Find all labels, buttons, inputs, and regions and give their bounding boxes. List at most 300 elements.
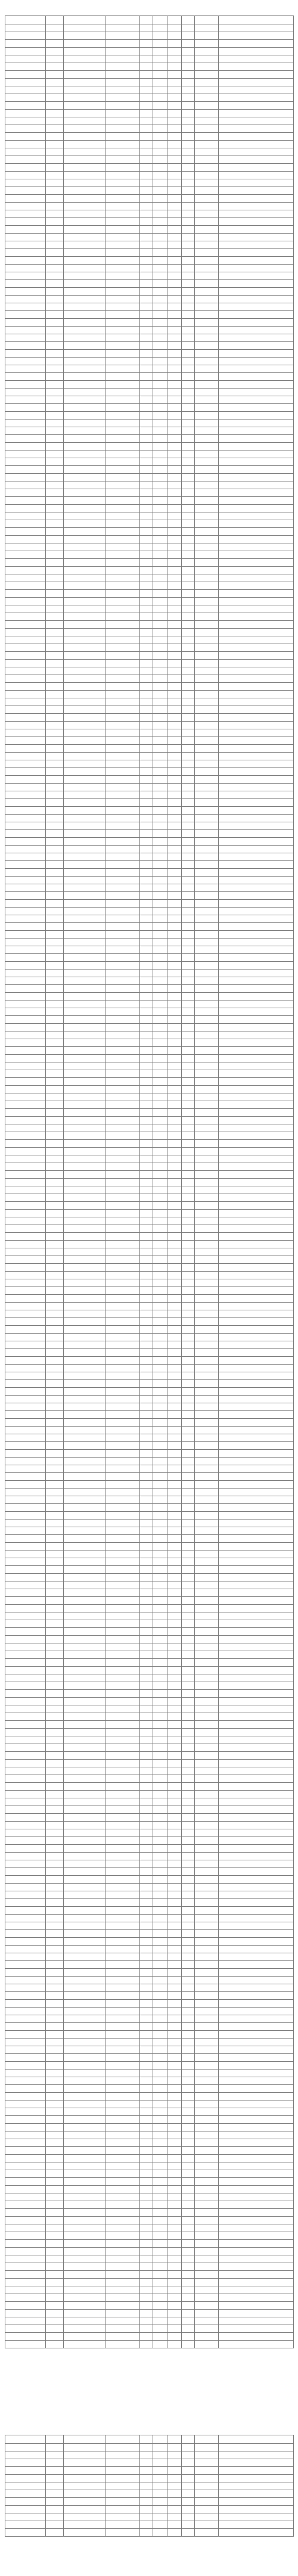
- table-cell: [182, 1148, 195, 1155]
- table-row: [5, 683, 294, 691]
- table-row: [5, 1000, 294, 1008]
- table-cell: [105, 1233, 140, 1241]
- table-cell: [195, 838, 219, 846]
- table-cell: [153, 1101, 167, 1109]
- table-cell: [105, 613, 140, 621]
- table-cell: [167, 187, 182, 195]
- table-cell: [153, 2023, 167, 2031]
- table-cell: [182, 2093, 195, 2100]
- table-cell: [105, 327, 140, 334]
- table-cell: [167, 908, 182, 915]
- table-cell: [195, 1643, 219, 1651]
- table-cell: [5, 970, 46, 977]
- table-cell: [153, 1566, 167, 1574]
- table-cell: [219, 303, 294, 311]
- table-cell: [167, 2085, 182, 2093]
- table-cell: [5, 753, 46, 760]
- table-cell: [105, 1674, 140, 1682]
- table-cell: [105, 2201, 140, 2209]
- table-cell: [182, 427, 195, 435]
- table-cell: [105, 2178, 140, 2186]
- table-cell: [167, 241, 182, 249]
- table-cell: [140, 1527, 153, 1535]
- table-cell: [167, 1303, 182, 1310]
- column-header: [105, 2435, 140, 2444]
- table-cell: [46, 652, 64, 660]
- table-cell: [105, 760, 140, 768]
- table-cell: [140, 1798, 153, 1806]
- table-cell: [167, 2008, 182, 2015]
- table-cell: [182, 311, 195, 319]
- table-cell: [167, 32, 182, 40]
- table-cell: [105, 1543, 140, 1550]
- table-cell: [105, 489, 140, 497]
- table-cell: [105, 296, 140, 303]
- table-cell: [105, 2224, 140, 2232]
- table-cell: [182, 923, 195, 931]
- table-cell: [153, 226, 167, 234]
- table-cell: [5, 1496, 46, 1504]
- table-cell: [153, 2170, 167, 2178]
- table-cell: [105, 458, 140, 466]
- table-row: [5, 1210, 294, 1217]
- table-cell: [46, 2498, 64, 2506]
- table-cell: [167, 404, 182, 412]
- table-cell: [105, 1194, 140, 1202]
- column-header: [182, 16, 195, 24]
- table-cell: [182, 1876, 195, 1884]
- table-cell: [105, 1442, 140, 1450]
- table-row: [5, 1450, 294, 1458]
- table-cell: [46, 1140, 64, 1148]
- table-cell: [140, 2131, 153, 2139]
- table-row: [5, 1930, 294, 1938]
- table-row: [5, 1419, 294, 1427]
- table-cell: [64, 141, 105, 148]
- table-cell: [195, 822, 219, 830]
- table-cell: [167, 443, 182, 450]
- table-cell: [182, 218, 195, 226]
- table-cell: [46, 1070, 64, 1078]
- table-cell: [182, 908, 195, 915]
- table-cell: [153, 846, 167, 853]
- table-cell: [105, 1597, 140, 1605]
- table-cell: [219, 1434, 294, 1442]
- table-cell: [140, 187, 153, 195]
- table-cell: [167, 1667, 182, 1674]
- table-cell: [64, 985, 105, 993]
- table-row: [5, 1233, 294, 1241]
- table-cell: [219, 799, 294, 807]
- table-row: [5, 892, 294, 900]
- table-cell: [64, 2490, 105, 2498]
- table-cell: [182, 125, 195, 133]
- table-cell: [182, 1225, 195, 1233]
- table-row: [5, 474, 294, 481]
- table-cell: [219, 319, 294, 327]
- table-cell: [46, 1210, 64, 1217]
- table-cell: [46, 869, 64, 877]
- table-cell: [219, 358, 294, 365]
- table-cell: [167, 497, 182, 505]
- table-cell: [105, 2310, 140, 2317]
- table-cell: [5, 1729, 46, 1736]
- table-cell: [64, 296, 105, 303]
- table-cell: [105, 1643, 140, 1651]
- table-cell: [167, 505, 182, 512]
- table-cell: [167, 667, 182, 675]
- table-cell: [195, 1148, 219, 1155]
- table-cell: [105, 334, 140, 342]
- table-cell: [219, 435, 294, 443]
- table-cell: [105, 2046, 140, 2054]
- table-cell: [105, 396, 140, 404]
- table-cell: [219, 1520, 294, 1527]
- table-cell: [195, 2263, 219, 2271]
- table-cell: [182, 1953, 195, 1961]
- table-cell: [140, 1907, 153, 1915]
- table-cell: [195, 94, 219, 102]
- table-cell: [140, 760, 153, 768]
- table-row: [5, 1674, 294, 1682]
- table-cell: [64, 892, 105, 900]
- table-cell: [182, 280, 195, 288]
- table-cell: [5, 1574, 46, 1581]
- table-cell: [140, 1070, 153, 1078]
- table-cell: [195, 1612, 219, 1620]
- table-cell: [219, 1744, 294, 1752]
- table-cell: [46, 2193, 64, 2201]
- table-cell: [46, 776, 64, 784]
- table-cell: [182, 1744, 195, 1752]
- table-cell: [195, 1605, 219, 1612]
- table-cell: [167, 2108, 182, 2116]
- table-cell: [167, 1783, 182, 1791]
- table-cell: [167, 2170, 182, 2178]
- table-cell: [153, 342, 167, 350]
- table-cell: [153, 396, 167, 404]
- table-cell: [5, 265, 46, 272]
- table-cell: [46, 2467, 64, 2475]
- table-cell: [105, 729, 140, 737]
- table-cell: [195, 861, 219, 869]
- table-row: [5, 2341, 294, 2348]
- table-cell: [195, 722, 219, 729]
- table-cell: [182, 117, 195, 125]
- table-row: [5, 1303, 294, 1310]
- table-cell: [153, 79, 167, 86]
- table-cell: [167, 2039, 182, 2046]
- table-cell: [153, 373, 167, 381]
- table-cell: [46, 2085, 64, 2093]
- table-cell: [140, 784, 153, 791]
- table-cell: [167, 24, 182, 32]
- table-row: [5, 1008, 294, 1016]
- table-row: [5, 1016, 294, 1024]
- table-cell: [182, 187, 195, 195]
- table-cell: [219, 1721, 294, 1729]
- table-cell: [64, 2310, 105, 2317]
- table-cell: [167, 915, 182, 923]
- table-cell: [182, 2124, 195, 2131]
- table-row: [5, 574, 294, 582]
- table-cell: [153, 1117, 167, 1124]
- table-cell: [167, 2124, 182, 2131]
- table-cell: [140, 1264, 153, 1272]
- table-cell: [140, 1241, 153, 1248]
- table-cell: [46, 1372, 64, 1380]
- table-cell: [167, 210, 182, 218]
- table-row: [5, 1512, 294, 1520]
- table-cell: [153, 2279, 167, 2286]
- table-cell: [153, 853, 167, 861]
- table-cell: [167, 381, 182, 389]
- table-cell: [153, 1086, 167, 1093]
- table-cell: [64, 1829, 105, 1837]
- table-cell: [105, 1318, 140, 1326]
- table-cell: [219, 900, 294, 908]
- table-cell: [219, 427, 294, 435]
- table-cell: [140, 2459, 153, 2467]
- table-row: [5, 543, 294, 551]
- table-cell: [182, 474, 195, 481]
- table-cell: [64, 931, 105, 939]
- table-cell: [182, 1612, 195, 1620]
- table-row: [5, 1736, 294, 1744]
- table-cell: [64, 389, 105, 396]
- table-cell: [195, 753, 219, 760]
- table-cell: [5, 2023, 46, 2031]
- table-row: [5, 1163, 294, 1171]
- table-cell: [195, 1194, 219, 1202]
- table-cell: [5, 2000, 46, 2008]
- table-cell: [153, 1520, 167, 1527]
- table-cell: [105, 1272, 140, 1279]
- table-cell: [182, 660, 195, 667]
- table-cell: [5, 1256, 46, 1264]
- table-cell: [46, 1171, 64, 1179]
- table-cell: [105, 2271, 140, 2279]
- table-cell: [140, 24, 153, 32]
- table-cell: [5, 908, 46, 915]
- table-cell: [182, 1132, 195, 1140]
- table-cell: [105, 420, 140, 427]
- table-cell: [219, 939, 294, 946]
- table-cell: [5, 1427, 46, 1434]
- table-cell: [46, 2162, 64, 2170]
- table-cell: [219, 2271, 294, 2279]
- table-row: [5, 1109, 294, 1117]
- table-cell: [105, 1225, 140, 1233]
- table-cell: [182, 1039, 195, 1047]
- table-cell: [105, 2093, 140, 2100]
- table-cell: [46, 2155, 64, 2162]
- table-cell: [182, 1070, 195, 1078]
- table-cell: [5, 1891, 46, 1899]
- table-row: [5, 249, 294, 257]
- table-cell: [46, 435, 64, 443]
- table-cell: [5, 2263, 46, 2271]
- table-cell: [219, 1504, 294, 1512]
- table-cell: [5, 543, 46, 551]
- table-cell: [167, 1427, 182, 1434]
- table-cell: [195, 2317, 219, 2325]
- table-cell: [140, 2116, 153, 2124]
- table-cell: [46, 48, 64, 55]
- table-cell: [5, 117, 46, 125]
- table-cell: [182, 2201, 195, 2209]
- table-cell: [5, 1705, 46, 1713]
- table-cell: [167, 2529, 182, 2537]
- table-cell: [140, 1992, 153, 2000]
- table-cell: [140, 2062, 153, 2069]
- table-cell: [64, 1171, 105, 1179]
- table-cell: [5, 838, 46, 846]
- table-cell: [167, 706, 182, 714]
- table-cell: [182, 861, 195, 869]
- table-cell: [105, 753, 140, 760]
- table-cell: [64, 822, 105, 830]
- table-cell: [140, 2015, 153, 2023]
- table-cell: [195, 396, 219, 404]
- table-cell: [153, 753, 167, 760]
- table-cell: [182, 420, 195, 427]
- table-cell: [64, 799, 105, 807]
- table-cell: [182, 1969, 195, 1977]
- table-cell: [153, 303, 167, 311]
- table-cell: [64, 1473, 105, 1481]
- table-cell: [195, 791, 219, 799]
- table-cell: [46, 962, 64, 970]
- table-cell: [153, 1651, 167, 1659]
- table-cell: [219, 2459, 294, 2467]
- table-cell: [64, 2170, 105, 2178]
- table-cell: [167, 164, 182, 172]
- table-cell: [46, 2131, 64, 2139]
- table-cell: [140, 1179, 153, 1186]
- table-cell: [167, 2031, 182, 2039]
- table-cell: [5, 350, 46, 358]
- table-cell: [105, 63, 140, 71]
- table-cell: [167, 148, 182, 156]
- table-row: [5, 1124, 294, 1132]
- table-cell: [5, 1806, 46, 1814]
- table-cell: [167, 311, 182, 319]
- table-row: [5, 1752, 294, 1760]
- table-cell: [64, 1341, 105, 1349]
- table-cell: [195, 683, 219, 691]
- table-cell: [182, 1117, 195, 1124]
- table-cell: [64, 2085, 105, 2093]
- table-cell: [5, 2444, 46, 2451]
- table-cell: [105, 2124, 140, 2131]
- table-cell: [182, 396, 195, 404]
- table-cell: [182, 1961, 195, 1969]
- table-cell: [5, 1070, 46, 1078]
- table-row: [5, 776, 294, 784]
- table-cell: [195, 404, 219, 412]
- table-cell: [219, 2170, 294, 2178]
- table-cell: [195, 1984, 219, 1992]
- table-cell: [182, 1047, 195, 1055]
- table-cell: [64, 110, 105, 117]
- table-cell: [105, 1117, 140, 1124]
- table-cell: [5, 946, 46, 954]
- table-cell: [167, 334, 182, 342]
- table-cell: [64, 358, 105, 365]
- table-cell: [219, 288, 294, 296]
- table-cell: [64, 1062, 105, 1070]
- table-cell: [140, 970, 153, 977]
- table-cell: [105, 1713, 140, 1721]
- table-row: [5, 2008, 294, 2015]
- table-row: [5, 2085, 294, 2093]
- table-cell: [5, 559, 46, 567]
- table-row: [5, 1938, 294, 1946]
- table-cell: [5, 164, 46, 172]
- table-row: [5, 1853, 294, 1860]
- table-cell: [64, 559, 105, 567]
- table-cell: [46, 1938, 64, 1946]
- table-cell: [182, 327, 195, 334]
- table-cell: [105, 543, 140, 551]
- table-row: [5, 1458, 294, 1465]
- table-cell: [64, 1000, 105, 1008]
- table-row: [5, 1729, 294, 1736]
- table-cell: [64, 2023, 105, 2031]
- table-cell: [140, 2467, 153, 2475]
- table-cell: [5, 1442, 46, 1450]
- table-cell: [182, 2170, 195, 2178]
- table-cell: [5, 71, 46, 79]
- table-cell: [64, 1760, 105, 1767]
- table-cell: [46, 1760, 64, 1767]
- table-row: [5, 489, 294, 497]
- table-cell: [46, 1132, 64, 1140]
- table-cell: [46, 807, 64, 815]
- table-cell: [140, 1186, 153, 1194]
- table-cell: [140, 1574, 153, 1581]
- table-cell: [140, 706, 153, 714]
- table-cell: [195, 2224, 219, 2232]
- table-cell: [105, 2513, 140, 2521]
- table-row: [5, 164, 294, 172]
- table-cell: [153, 1481, 167, 1489]
- table-header-row: [5, 2435, 294, 2444]
- table-cell: [64, 737, 105, 745]
- table-cell: [195, 1775, 219, 1783]
- table-cell: [64, 319, 105, 327]
- table-cell: [219, 1581, 294, 1589]
- table-cell: [167, 2451, 182, 2459]
- table-cell: [46, 1000, 64, 1008]
- table-cell: [5, 1884, 46, 1891]
- table-cell: [5, 2302, 46, 2310]
- table-cell: [105, 412, 140, 420]
- table-cell: [219, 1303, 294, 1310]
- table-cell: [105, 768, 140, 776]
- table-cell: [5, 1961, 46, 1969]
- table-cell: [182, 241, 195, 249]
- table-cell: [219, 1915, 294, 1922]
- table-cell: [182, 598, 195, 605]
- table-row: [5, 203, 294, 210]
- table-cell: [46, 327, 64, 334]
- table-cell: [105, 853, 140, 861]
- table-cell: [195, 1597, 219, 1605]
- table-cell: [167, 1791, 182, 1798]
- table-cell: [64, 1605, 105, 1612]
